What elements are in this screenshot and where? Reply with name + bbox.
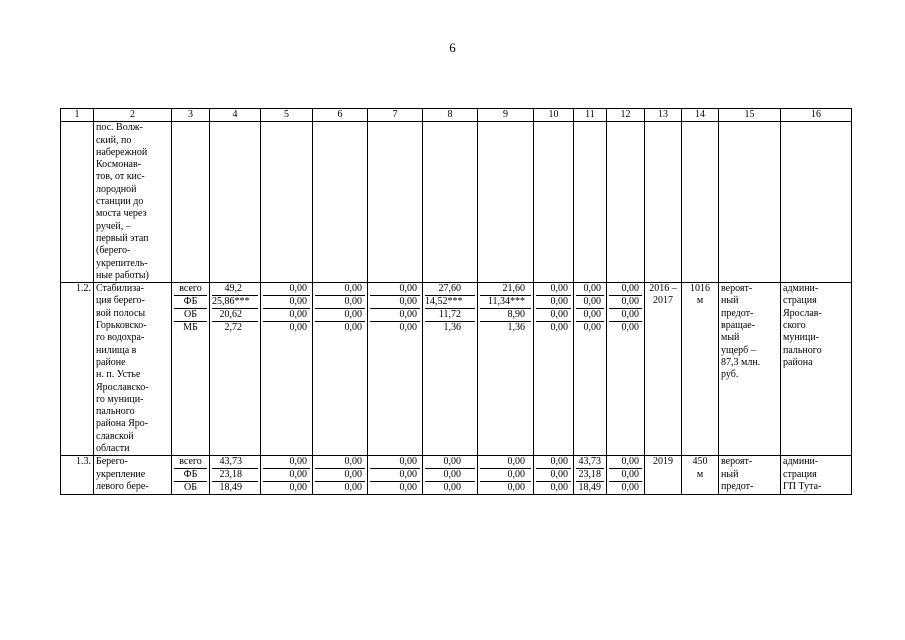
cell-line: предот- — [721, 307, 754, 319]
cell-line: нилища в — [96, 344, 137, 356]
value: 0,00 — [536, 469, 571, 482]
cell-line: админи- — [783, 456, 819, 468]
table-cell — [607, 122, 645, 283]
effect-cell — [719, 456, 781, 495]
value: 21,60 — [480, 283, 531, 296]
column-header: 6 — [313, 109, 368, 122]
cell-line: набережной — [96, 146, 148, 158]
row-name — [94, 283, 172, 456]
cell-line: мый — [721, 332, 740, 344]
cell-line: первый этап — [96, 232, 149, 244]
value: 18,49 — [219, 482, 242, 494]
cell-line: 2019 — [653, 456, 673, 468]
value-cell-c12 — [607, 283, 645, 456]
cell-line: моста через — [96, 208, 147, 220]
cell-line: Ярославско- — [96, 381, 149, 393]
value: 20,62 — [212, 309, 258, 322]
value: 0,00 — [536, 283, 571, 296]
cell-line: станции до — [96, 196, 144, 208]
value: 0,00 — [609, 283, 642, 296]
value: 8,90 — [480, 309, 531, 322]
cell-line: го водохра- — [96, 332, 145, 344]
row-name — [94, 456, 172, 495]
value-cell-c4 — [210, 283, 261, 456]
cell-line: области — [96, 443, 130, 455]
value: 0,00 — [576, 283, 604, 296]
table-cell — [719, 122, 781, 283]
cell-line: вращае- — [721, 320, 756, 332]
cell-line: Космонав- — [96, 159, 142, 171]
cell-line: м — [696, 468, 704, 480]
table-row — [61, 283, 852, 456]
value-cell-c7 — [368, 283, 423, 456]
period-cell — [645, 283, 682, 456]
table-cell — [478, 122, 534, 283]
value: 0,00 — [583, 322, 601, 334]
value: 0,00 — [315, 456, 365, 469]
row-number: 1.2. — [61, 283, 94, 456]
source-label: всего — [174, 283, 207, 296]
cell-line: Горьковско- — [96, 320, 147, 332]
value: 18,49 — [578, 482, 601, 494]
column-header: 2 — [94, 109, 172, 122]
cell-line: Стабилиза- — [96, 283, 144, 295]
cell-line: ный — [721, 295, 739, 307]
value: 0,00 — [480, 456, 531, 469]
cell-line: м — [696, 295, 704, 307]
cell-line: ский, по — [96, 134, 132, 146]
value: 0,00 — [315, 309, 365, 322]
value: 0,00 — [609, 309, 642, 322]
column-header: 4 — [210, 109, 261, 122]
cell-line: районе — [96, 356, 126, 368]
value: 0,00 — [289, 482, 307, 494]
cell-line: левого бере- — [96, 480, 149, 492]
value: 0,00 — [621, 322, 639, 334]
cell-line: ные работы) — [96, 269, 149, 281]
value-cell-c11 — [574, 456, 607, 495]
program-table — [60, 108, 852, 495]
value: 0,00 — [576, 296, 604, 309]
value: 0,00 — [609, 456, 642, 469]
value: 0,00 — [344, 482, 362, 494]
cell-line: славской — [96, 430, 134, 442]
value-cell-c11 — [574, 283, 607, 456]
cell-line: Ярослав- — [783, 307, 822, 319]
column-header: 11 — [574, 109, 607, 122]
table-cell — [645, 122, 682, 283]
cell-line: 2017 — [653, 295, 673, 307]
cell-line: ция берего- — [96, 295, 145, 307]
cell-line: н. п. Устье — [96, 369, 141, 381]
table-cell — [781, 122, 852, 283]
value: 0,00 — [609, 469, 642, 482]
value: 11,72 — [425, 309, 475, 322]
cell-line: страция — [783, 295, 817, 307]
value: 0,00 — [263, 283, 310, 296]
source-label: МБ — [183, 322, 198, 334]
value: 0,00 — [480, 469, 531, 482]
cell-line: вой полосы — [96, 307, 146, 319]
cell-line: вероят- — [721, 456, 753, 468]
value: 11,34*** — [480, 296, 531, 309]
table-cell — [368, 122, 423, 283]
cell-line: пального — [783, 344, 822, 356]
column-header: 8 — [423, 109, 478, 122]
value: 0,00 — [315, 469, 365, 482]
period-cell — [645, 456, 682, 495]
value: 0,00 — [399, 322, 417, 334]
value-cell-c6 — [313, 283, 368, 456]
value: 0,00 — [536, 296, 571, 309]
column-header: 13 — [645, 109, 682, 122]
row-number: 1.3. — [61, 456, 94, 495]
value: 0,00 — [370, 296, 420, 309]
table-cell — [682, 122, 719, 283]
value-cell-c8 — [423, 456, 478, 495]
cell-line: укрепитель- — [96, 257, 148, 269]
value: 25,86*** — [212, 296, 258, 309]
table-body — [61, 109, 852, 495]
header-row — [61, 109, 852, 122]
value-cell-c5 — [261, 456, 313, 495]
executor-cell — [781, 283, 852, 456]
executor-cell — [781, 456, 852, 495]
column-header: 1 — [61, 109, 94, 122]
value: 0,00 — [370, 456, 420, 469]
cell-line: пос. Волж- — [96, 122, 143, 134]
value-cell-c7 — [368, 456, 423, 495]
table-cell — [313, 122, 368, 283]
table-cell — [423, 122, 478, 283]
value: 23,18 — [212, 469, 258, 482]
value: 0,00 — [507, 482, 525, 494]
column-header: 5 — [261, 109, 313, 122]
table-cell — [172, 122, 210, 283]
value: 43,73 — [576, 456, 604, 469]
cell-line: руб. — [721, 369, 739, 381]
value: 27,60 — [425, 283, 475, 296]
value: 0,00 — [370, 283, 420, 296]
cell-line: района — [783, 356, 813, 368]
column-header: 7 — [368, 109, 423, 122]
value: 0,00 — [263, 309, 310, 322]
value: 0,00 — [550, 322, 568, 334]
table-row — [61, 456, 852, 495]
value: 0,00 — [576, 309, 604, 322]
cell-line: укрепление — [96, 468, 146, 480]
cell-line: района Яро- — [96, 418, 149, 430]
column-header: 9 — [478, 109, 534, 122]
length-cell — [682, 283, 719, 456]
table-cell — [574, 122, 607, 283]
value: 23,18 — [576, 469, 604, 482]
value: 0,00 — [399, 482, 417, 494]
value: 0,00 — [550, 482, 568, 494]
value: 43,73 — [212, 456, 258, 469]
table-cell — [94, 122, 172, 283]
value: 0,00 — [263, 469, 310, 482]
effect-cell — [719, 283, 781, 456]
length-cell — [682, 456, 719, 495]
cell-line: ущерб – — [721, 344, 756, 356]
column-header: 15 — [719, 109, 781, 122]
value: 1,36 — [507, 322, 525, 334]
value: 0,00 — [443, 482, 461, 494]
source-label: ОБ — [184, 482, 197, 494]
value-cell-c12 — [607, 456, 645, 495]
value: 0,00 — [425, 469, 475, 482]
value: 0,00 — [536, 456, 571, 469]
cell-line: лородной — [96, 183, 137, 195]
cell-line: страция — [783, 468, 817, 480]
page-number: 6 — [449, 40, 456, 55]
value: 0,00 — [536, 309, 571, 322]
value-cell-c8 — [423, 283, 478, 456]
cell-line: 87,3 млн. — [721, 356, 761, 368]
value: 14,52*** — [425, 296, 475, 309]
cell-line: ручей, – — [96, 220, 131, 232]
value: 0,00 — [609, 296, 642, 309]
value: 0,00 — [621, 482, 639, 494]
value-cell-c5 — [261, 283, 313, 456]
value-cell-c6 — [313, 456, 368, 495]
cell-line: (берего- — [96, 245, 131, 257]
funding-source — [172, 283, 210, 456]
cell-line: админи- — [783, 283, 819, 295]
table-cell — [210, 122, 261, 283]
column-header: 16 — [781, 109, 852, 122]
source-label: ФБ — [174, 296, 207, 309]
value: 0,00 — [315, 283, 365, 296]
funding-source — [172, 456, 210, 495]
value-cell-c10 — [534, 283, 574, 456]
cell-line: Берего- — [96, 456, 128, 468]
cell-line: предот- — [721, 480, 754, 492]
cell-line: 2016 – — [649, 283, 677, 295]
value: 0,00 — [263, 456, 310, 469]
value: 0,00 — [315, 296, 365, 309]
value-cell-c9 — [478, 456, 534, 495]
value: 0,00 — [344, 322, 362, 334]
cell-line: 1016 — [690, 283, 710, 295]
column-header: 3 — [172, 109, 210, 122]
value-cell-c10 — [534, 456, 574, 495]
value-cell-c4 — [210, 456, 261, 495]
cell-line: ГП Тута- — [783, 480, 822, 492]
column-header: 14 — [682, 109, 719, 122]
continuation-row — [61, 122, 852, 283]
cell-line: пального — [96, 406, 135, 418]
value: 0,00 — [370, 309, 420, 322]
table-cell — [261, 122, 313, 283]
table-cell — [61, 122, 94, 283]
cell-line: го муници- — [96, 393, 144, 405]
cell-line: муници- — [783, 332, 820, 344]
cell-line: тов, от кис- — [96, 171, 145, 183]
value: 0,00 — [425, 456, 475, 469]
value: 2,72 — [224, 322, 242, 334]
table-cell — [534, 122, 574, 283]
value: 49,2 — [212, 283, 258, 296]
source-label: ФБ — [174, 469, 207, 482]
column-header: 10 — [534, 109, 574, 122]
source-label: всего — [174, 456, 207, 469]
cell-line: вероят- — [721, 283, 753, 295]
value: 0,00 — [370, 469, 420, 482]
value: 1,36 — [443, 322, 461, 334]
column-header: 12 — [607, 109, 645, 122]
value-cell-c9 — [478, 283, 534, 456]
cell-line: ского — [783, 320, 806, 332]
value: 0,00 — [289, 322, 307, 334]
cell-line: 450 — [692, 456, 708, 468]
source-label: ОБ — [174, 309, 207, 322]
value: 0,00 — [263, 296, 310, 309]
cell-line: ный — [721, 468, 739, 480]
